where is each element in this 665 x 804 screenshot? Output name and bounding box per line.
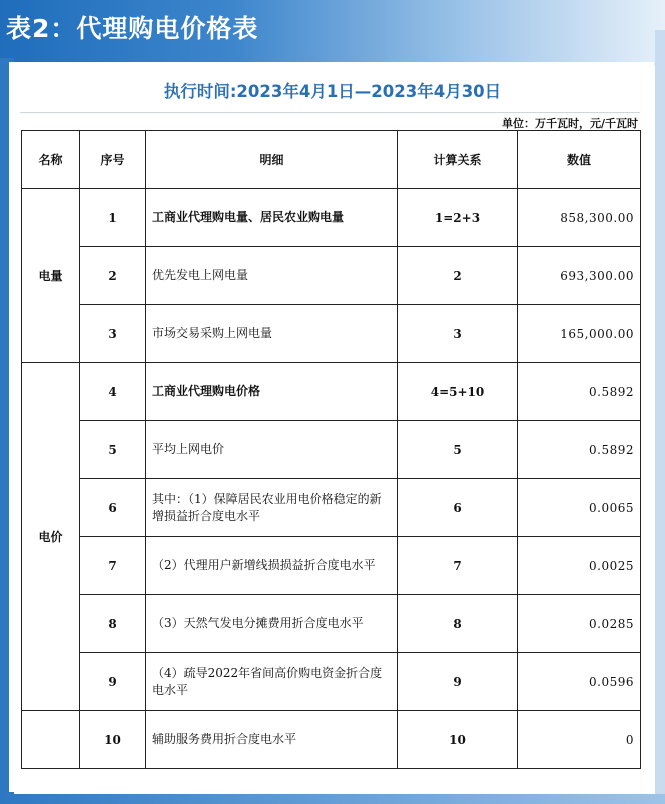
row-value: 0.0596 bbox=[518, 653, 641, 711]
table-row bbox=[22, 537, 641, 595]
row-number: 7 bbox=[80, 537, 146, 595]
table-row bbox=[22, 595, 641, 653]
row-calc: 7 bbox=[398, 537, 518, 595]
table-row bbox=[22, 421, 641, 479]
row-value: 165,000.00 bbox=[518, 305, 641, 363]
row-value: 0 bbox=[518, 711, 641, 769]
row-number: 8 bbox=[80, 595, 146, 653]
row-detail: 工商业代理购电量、居民农业购电量 bbox=[146, 189, 398, 247]
row-number: 5 bbox=[80, 421, 146, 479]
frame-bottom bbox=[0, 794, 665, 804]
page-title: 表2：代理购电价格表 bbox=[6, 14, 259, 43]
column-header-value: 数值 bbox=[518, 131, 641, 189]
row-number: 9 bbox=[80, 653, 146, 711]
unit-note: 单位：万千瓦时，元/千瓦时 bbox=[501, 117, 638, 130]
row-value: 0.5892 bbox=[518, 421, 641, 479]
row-detail: 辅助服务费用折合度电水平 bbox=[146, 711, 398, 769]
row-detail: 市场交易采购上网电量 bbox=[146, 305, 398, 363]
row-detail: 工商业代理购电价格 bbox=[146, 363, 398, 421]
row-value: 0.5892 bbox=[518, 363, 641, 421]
row-calc: 3 bbox=[398, 305, 518, 363]
row-number: 6 bbox=[80, 479, 146, 537]
row-calc: 10 bbox=[398, 711, 518, 769]
row-detail: （4）疏导2022年省间高价购电资金折合度电水平 bbox=[146, 653, 398, 711]
row-detail: 优先发电上网电量 bbox=[146, 247, 398, 305]
row-detail: 其中：（1）保障居民农业用电价格稳定的新增损益折合度电水平 bbox=[146, 479, 398, 537]
row-number: 2 bbox=[80, 247, 146, 305]
row-calc: 2 bbox=[398, 247, 518, 305]
table-row bbox=[22, 711, 641, 769]
group-label-price: 电价 bbox=[22, 363, 80, 711]
row-value: 0.0065 bbox=[518, 479, 641, 537]
table-row bbox=[22, 189, 641, 247]
column-header-detail: 明细 bbox=[146, 131, 398, 189]
table-row bbox=[22, 653, 641, 711]
table-row bbox=[22, 247, 641, 305]
table-header-row bbox=[22, 131, 641, 189]
column-header-number: 序号 bbox=[80, 131, 146, 189]
column-header-calc: 计算关系 bbox=[398, 131, 518, 189]
price-table bbox=[21, 130, 641, 769]
row-number: 1 bbox=[80, 189, 146, 247]
row-number: 10 bbox=[80, 711, 146, 769]
row-value: 858,300.00 bbox=[518, 189, 641, 247]
row-number: 4 bbox=[80, 363, 146, 421]
row-value: 0.0025 bbox=[518, 537, 641, 595]
table-row bbox=[22, 305, 641, 363]
group-label-energy: 电量 bbox=[22, 189, 80, 363]
table-row bbox=[22, 479, 641, 537]
row-calc: 8 bbox=[398, 595, 518, 653]
row-value: 693,300.00 bbox=[518, 247, 641, 305]
row-number: 3 bbox=[80, 305, 146, 363]
row-calc: 9 bbox=[398, 653, 518, 711]
row-calc: 6 bbox=[398, 479, 518, 537]
row-value: 0.0285 bbox=[518, 595, 641, 653]
row-detail: （2）代理用户新增线损损益折合度电水平 bbox=[146, 537, 398, 595]
group-label-other bbox=[22, 711, 80, 769]
column-header-name: 名称 bbox=[22, 131, 80, 189]
row-detail: （3）天然气发电分摊费用折合度电水平 bbox=[146, 595, 398, 653]
row-calc: 5 bbox=[398, 421, 518, 479]
frame-right bbox=[655, 30, 665, 804]
table-row bbox=[22, 363, 641, 421]
row-calc: 1=2+3 bbox=[398, 189, 518, 247]
row-detail: 平均上网电价 bbox=[146, 421, 398, 479]
row-calc: 4=5+10 bbox=[398, 363, 518, 421]
effective-period: 执行时间:2023年4月1日—2023年4月30日 bbox=[163, 82, 502, 101]
